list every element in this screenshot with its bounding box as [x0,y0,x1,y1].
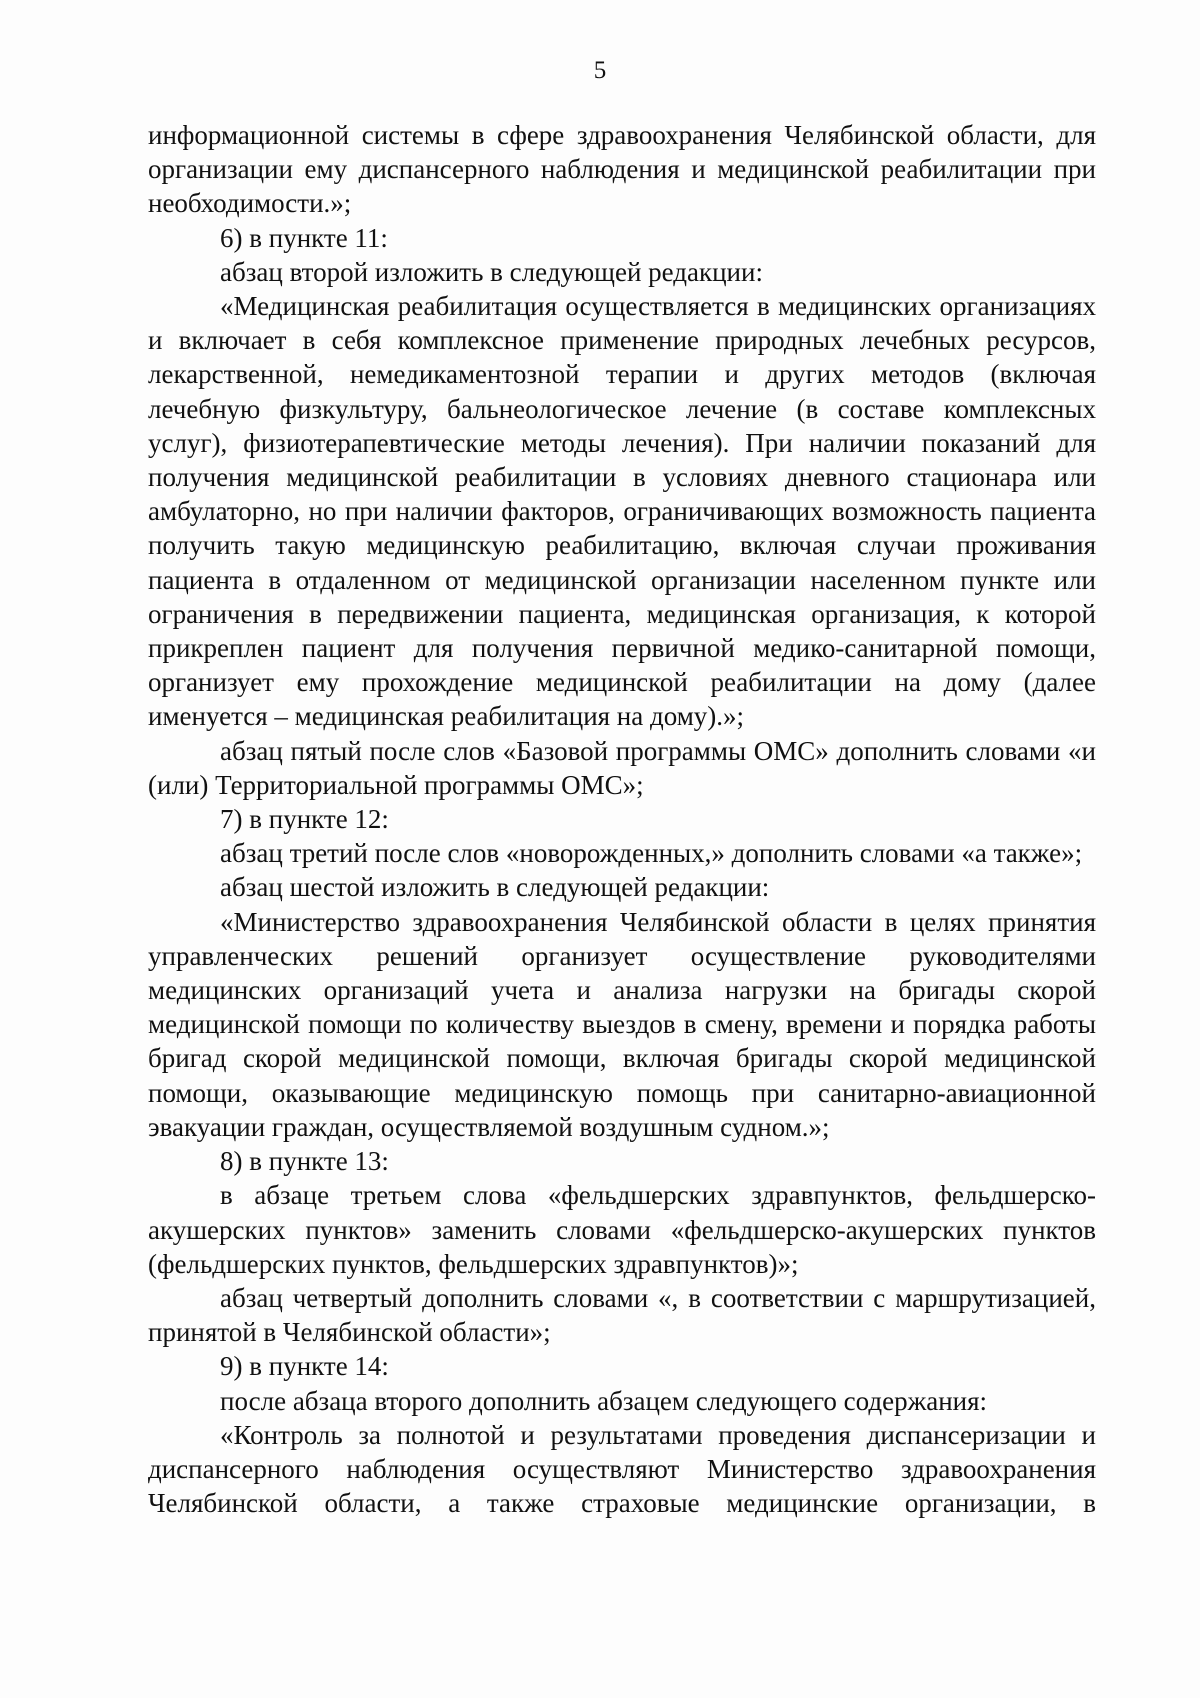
paragraph: «Медицинская реабилитация осуществляется в медицинских организациях и включает в себя комплексное применение природных лечебных ресурсов, лекарственной, немедикаментозной терапии и других методов (включая лечебную физкультуру, бальнеологическое лечение (в составе комплексных услуг), физиотерапевтические методы лечения). При наличии показаний для получения медицинской реабилитации в условиях дневного стационара или амбулаторно, но при наличии факторов, ограничивающих возможность пациента получить такую медицинскую реабилитацию, включая случаи проживания пациента в отдаленном от медицинской организации населенном пункте или ограничения в передвижении пациента, медицинская организация, к которой прикреплен пациент для получения первичной медико-санитарной помощи, организует ему прохождение медицинской реабилитации на дому (далее именуется – медицинская реабилитация на дому).»; [148,291,1096,732]
paragraph: абзац четвертый дополнить словами «, в соответствии с маршрутизацией, принятой в Челябинской области»; [148,1282,1096,1348]
paragraph: «Министерство здравоохранения Челябинской области в целях принятия управленческих решений организует осуществление руководителями медицинских организаций учета и анализа нагрузки на бригады скорой медицинской помощи по количеству выездов в смену, времени и порядка работы бригад скорой медицинской помощи, включая бригады скорой медицинской помощи, оказывающие медицинскую помощь при санитарно-авиационной эвакуации граждан, осуществляемой воздушным судном.»; [148,906,1096,1142]
paragraph: абзац шестой изложить в следующей редакции: [220,872,770,903]
paragraph: в абзаце третьем слова «фельдшерских здравпунктов, фельдшерско-акушерских пунктов» заменить словами «фельдшерско-акушерских пунктов (фельдшерских пунктов, фельдшерских здравпунктов)»; [148,1180,1096,1279]
paragraph: абзац второй изложить в следующей редакции: [220,256,763,287]
document-body [148,118,1096,1520]
paragraph: абзац пятый после слов «Базовой программы ОМС» дополнить словами «и (или) Территориальной программы ОМС»; [148,735,1096,800]
paragraph: «Контроль за полнотой и результатами проведения диспансеризации и диспансерного наблюдения осуществляют Министерство здравоохранения Челябинской области, а также страховые медицинские организации, в [148,1419,1096,1519]
page-number: 5 [593,57,607,84]
paragraph: 7) в пункте 12: [220,804,389,835]
paragraph: 8) в пункте 13: [220,1146,389,1177]
paragraph: абзац третий после слов «новорожденных,» дополнить словами «а также»; [220,838,1083,869]
paragraph: 6) в пункте 11: [220,222,388,253]
paragraph: после абзаца второго дополнить абзацем следующего содержания: [220,1385,988,1416]
paragraph: информационной системы в сфере здравоохранения Челябинской области, для организации ему диспансерного наблюдения и медицинской реабилитации при необходимости.»; [148,120,1096,219]
paragraph: 9) в пункте 14: [220,1351,389,1382]
